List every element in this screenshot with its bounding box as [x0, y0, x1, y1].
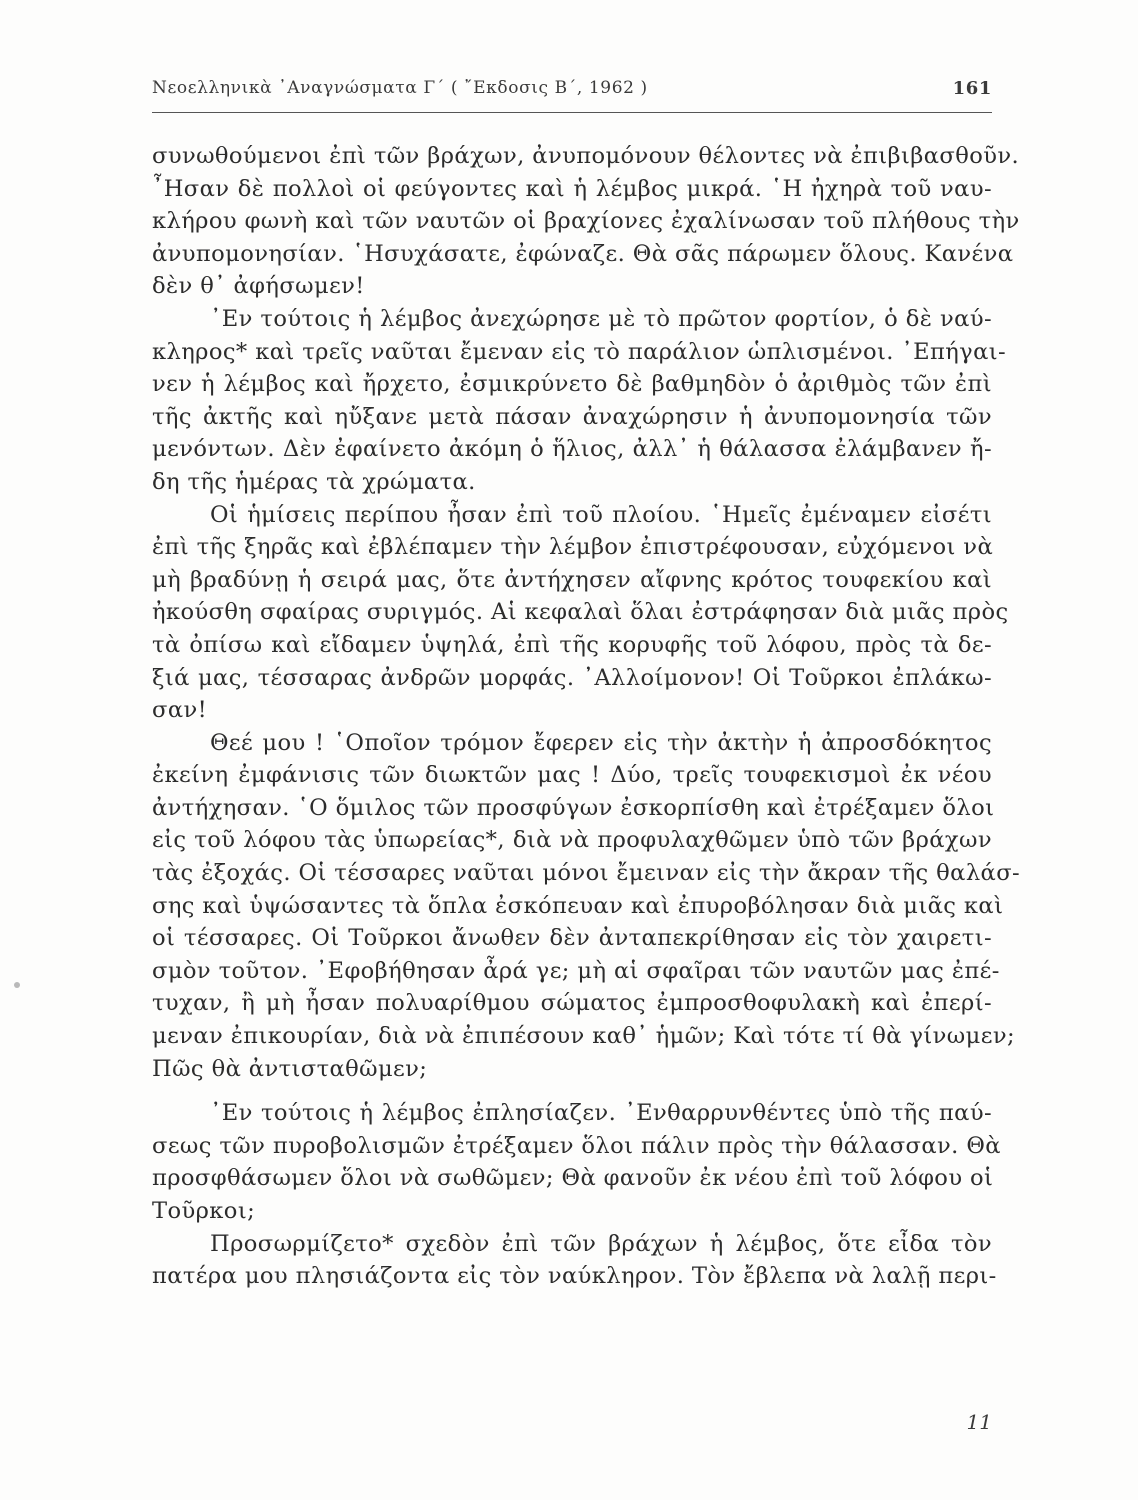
- text-line: μεναν ἐπικουρίαν, διὰ νὰ ἐπιπέσουν καθ᾿ ἡμῶν; Καὶ τότε τί θὰ γίνωμεν;: [152, 1023, 1015, 1050]
- running-header: [152, 74, 992, 104]
- text-line: δη τῆς ἡμέρας τὰ χρώματα.: [152, 468, 476, 495]
- text-line: ᾿Εν τούτοις ἡ λέμβος ἀνεχώρησε μὲ τὸ πρῶτον φορτίον, ὁ δὲ ναύ-: [210, 305, 992, 332]
- text-line: τυχαν, ἢ μὴ ἦσαν πολυαρίθμου σώματος ἐμπροσθοφυλακὴ καὶ ἐπερί-: [152, 990, 992, 1017]
- text-line: Θεέ μου ! ῾Οποῖον τρόμον ἔφερεν εἰς τὴν ἀκτὴν ἡ ἀπροσδόκητος: [210, 729, 992, 756]
- text-line: ἀντήχησαν. ῾Ο ὅμιλος τῶν προσφύγων ἐσκορπίσθη καὶ ἐτρέξαμεν ὅλοι: [152, 794, 995, 821]
- margin-dot-mark: [14, 982, 20, 988]
- text-line: σμὸν τοῦτον. ᾿Εφοβήθησαν ἆρά γε; μὴ αἱ σφαῖραι τῶν ναυτῶν μας ἐπέ-: [152, 957, 1000, 984]
- text-line: ἀνυπομονησίαν. ῾Ησυχάσατε, ἐφώναζε. Θὰ σᾶς πάρωμεν ὅλους. Κανένα: [152, 240, 1014, 267]
- text-line: ξιά μας, τέσσαρας ἀνδρῶν μορφάς. ᾿Αλλοίμονον! Οἱ Τοῦρκοι ἐπλάκω-: [152, 664, 992, 691]
- signature-mark: 11: [966, 1410, 992, 1434]
- text-line: οἱ τέσσαρες. Οἱ Τοῦρκοι ἄνωθεν δὲν ἀνταπεκρίθησαν εἰς τὸν χαιρετι-: [152, 925, 992, 952]
- text-line: τῆς ἀκτῆς καὶ ηὔξανε μετὰ πάσαν ἀναχώρησιν ἡ ἀνυπομονησία τῶν: [152, 403, 992, 430]
- text-line: Οἱ ἡμίσεις περίπου ἦσαν ἐπὶ τοῦ πλοίου. ῾Ημεῖς ἐμέναμεν εἰσέτι: [210, 501, 992, 528]
- header-rule: [152, 112, 992, 113]
- text-line: σαν!: [152, 697, 208, 724]
- text-line: Προσωρμίζετο* σχεδὸν ἐπὶ τῶν βράχων ἡ λέμβος, ὅτε εἶδα τὸν: [210, 1230, 992, 1257]
- text-line: σεως τῶν πυροβολισμῶν ἐτρέξαμεν ὅλοι πάλιν πρὸς τὴν θάλασσαν. Θὰ: [152, 1132, 1001, 1159]
- page-number: 161: [952, 78, 992, 99]
- text-line: κλήρου φωνὴ καὶ τῶν ναυτῶν οἱ βραχίονες ἐχαλίνωσαν τοῦ πλήθους τὴν: [152, 208, 1020, 235]
- text-line: Πῶς θὰ ἀντισταθῶμεν;: [152, 1055, 428, 1082]
- text-line: δὲν θ᾿ ἀφήσωμεν!: [152, 273, 365, 300]
- text-line: κληρος* καὶ τρεῖς ναῦται ἔμεναν εἰς τὸ παράλιον ὡπλισμένοι. ᾿Επήγαι-: [152, 338, 1007, 365]
- text-line: τὰ ὀπίσω καὶ εἴδαμεν ὑψηλά, ἐπὶ τῆς κορυφῆς τοῦ λόφου, πρὸς τὰ δε-: [152, 631, 992, 658]
- text-line: σης καὶ ὑψώσαντες τὰ ὅπλα ἐσκόπευαν καὶ ἐπυροβόλησαν διὰ μιᾶς καὶ: [152, 892, 1004, 919]
- text-line: μενόντων. Δὲν ἐφαίνετο ἀκόμη ὁ ἥλιος, ἀλλ᾿ ἡ θάλασσα ἐλάμβανεν ἤ-: [152, 436, 992, 463]
- body-text: [152, 140, 1021, 1293]
- text-line: προσφθάσωμεν ὅλοι νὰ σωθῶμεν; Θὰ φανοῦν ἐκ νέου ἐπὶ τοῦ λόφου οἱ: [152, 1165, 994, 1192]
- text-line: μὴ βραδύνῃ ἡ σειρά μας, ὅτε ἀντήχησεν αἴφνης κρότος τουφεκίου καὶ: [152, 566, 992, 593]
- text-line: ἐκείνη ἐμφάνισις τῶν διωκτῶν μας ! Δύο, τρεῖς τουφεκισμοὶ ἐκ νέου: [152, 762, 992, 789]
- text-line: εἰς τοῦ λόφου τὰς ὑπωρείας*, διὰ νὰ προφυλαχθῶμεν ὑπὸ τῶν βράχων: [152, 827, 992, 854]
- text-line: ἠκούσθη σφαίρας συριγμός. Αἱ κεφαλαὶ ὅλαι ἐστράφησαν διὰ μιᾶς πρὸς: [152, 599, 1009, 626]
- text-line: συνωθούμενοι ἐπὶ τῶν βράχων, ἀνυπομόνουν θέλοντες νὰ ἐπιβιβασθοῦν.: [152, 143, 1020, 169]
- text-line: ἐπὶ τῆς ξηρᾶς καὶ ἐβλέπαμεν τὴν λέμβον ἐπιστρέφουσαν, εὐχόμενοι νὰ: [152, 534, 994, 561]
- paragraph-gap: [152, 1085, 992, 1097]
- text-line: ῏Ησαν δὲ πολλοὶ οἱ φεύγοντες καὶ ἡ λέμβος μικρά. ῾Η ἠχηρὰ τοῦ ναυ-: [152, 175, 992, 202]
- book-title: Νεοελληνικὰ ᾿Αναγνώσματα Γ΄ ( ῎Εκδοσις Β΄, 1962 ): [152, 78, 648, 98]
- text-line: πατέρα μου πλησιάζοντα εἰς τὸν ναύκληρον. Τὸν ἔβλεπα νὰ λαλῇ περι-: [152, 1263, 997, 1290]
- text-line: ᾿Εν τούτοις ἡ λέμβος ἐπλησίαζεν. ᾿Ενθαρρυνθέντες ὑπὸ τῆς παύ-: [210, 1100, 992, 1127]
- text-line: τὰς ἐξοχάς. Οἱ τέσσαρες ναῦται μόνοι ἔμειναν εἰς τὴν ἄκραν τῆς θαλάσ-: [152, 860, 1021, 887]
- text-line: Τοῦρκοι;: [152, 1198, 256, 1224]
- text-line: νεν ἡ λέμβος καὶ ἤρχετο, ἐσμικρύνετο δὲ βαθμηδὸν ὁ ἀριθμὸς τῶν ἐπὶ: [152, 371, 992, 398]
